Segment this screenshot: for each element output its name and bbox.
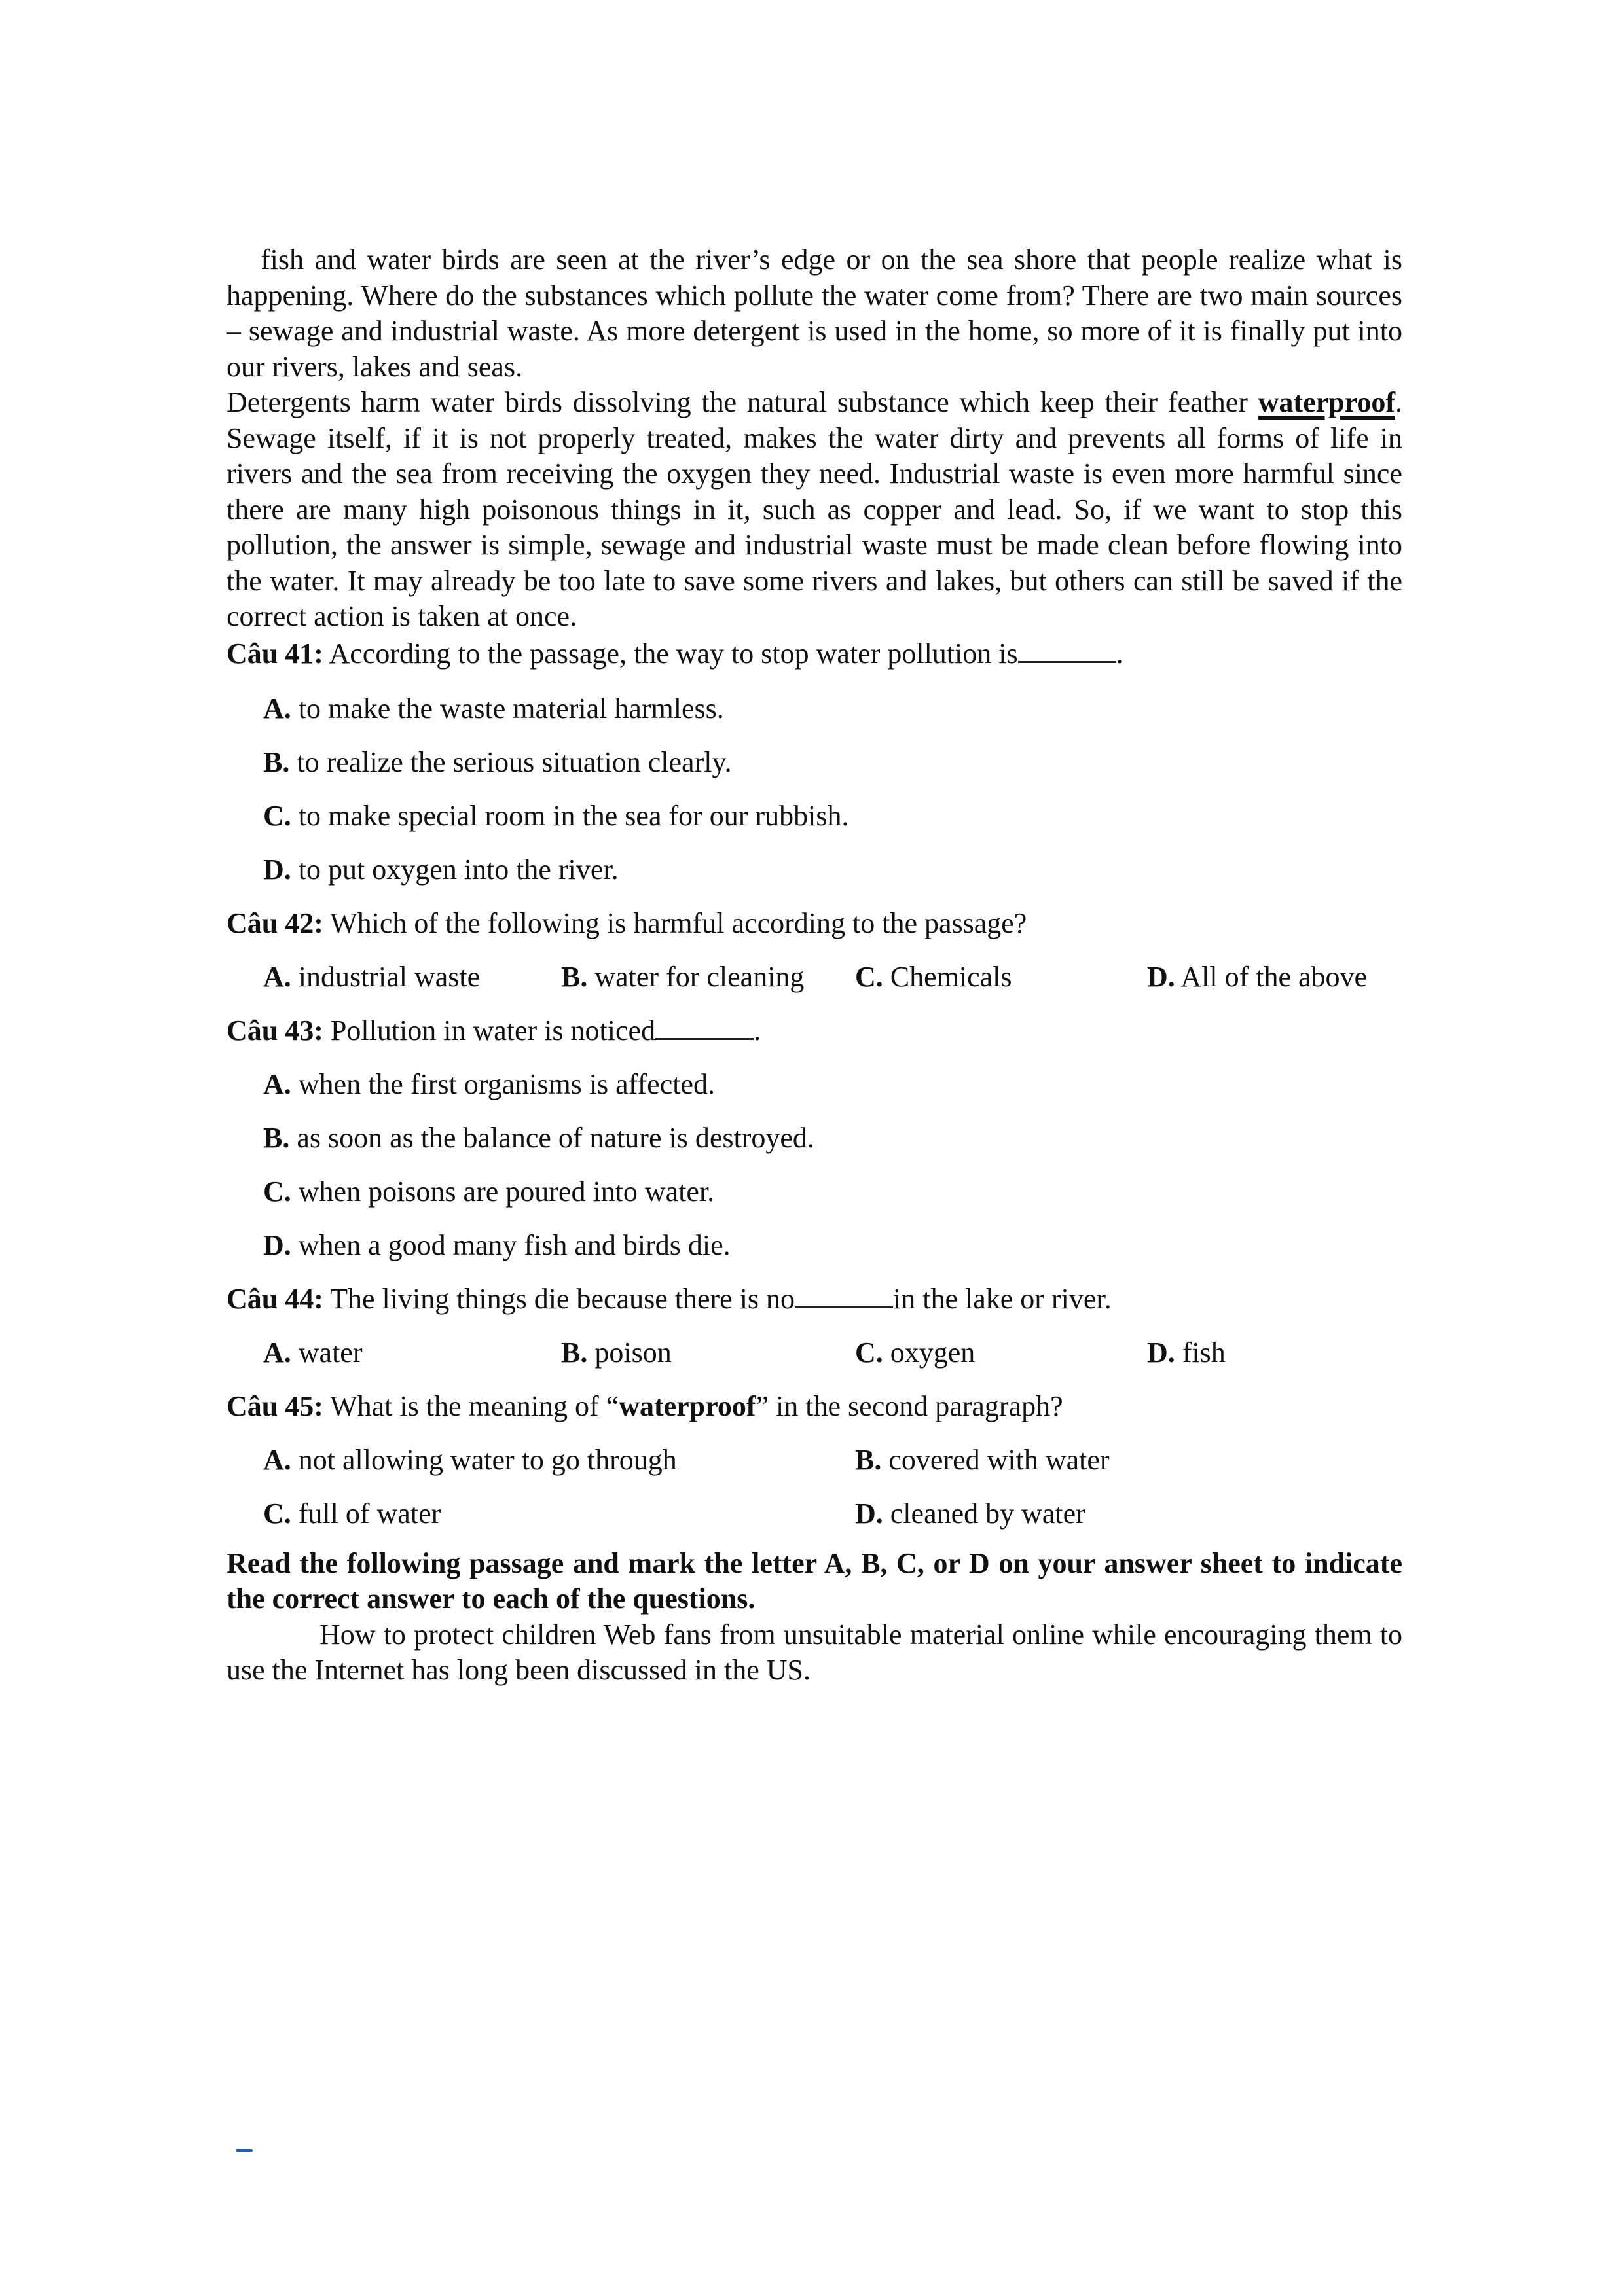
option-d[interactable] bbox=[855, 1487, 1085, 1541]
question-42 bbox=[227, 897, 1402, 950]
option-c[interactable] bbox=[263, 1487, 441, 1541]
question-text-end: in the lake or river. bbox=[893, 1282, 1112, 1315]
option-c[interactable] bbox=[227, 1165, 1402, 1219]
option-text: industrial waste bbox=[291, 960, 481, 993]
option-d[interactable] bbox=[227, 1219, 1402, 1272]
option-text: when a good many fish and birds die. bbox=[291, 1229, 731, 1261]
passage-paragraph-2 bbox=[227, 385, 1402, 635]
option-b[interactable] bbox=[561, 1326, 672, 1380]
option-letter: D. bbox=[263, 853, 291, 886]
option-a[interactable] bbox=[227, 682, 1402, 736]
option-b[interactable] bbox=[561, 950, 804, 1004]
option-text: water for cleaning bbox=[587, 960, 805, 993]
option-letter: C. bbox=[855, 960, 883, 993]
option-text: not allowing water to go through bbox=[291, 1443, 677, 1476]
option-letter: C. bbox=[263, 1175, 291, 1208]
stray-mark bbox=[236, 2149, 253, 2152]
option-letter: A. bbox=[263, 692, 291, 725]
option-text: when the first organisms is affected. bbox=[291, 1067, 715, 1100]
question-text: The living things die because there is no bbox=[323, 1282, 795, 1315]
question-text: What is the meaning of “ bbox=[323, 1390, 619, 1422]
option-letter: D. bbox=[1147, 960, 1175, 993]
question-keyword: waterproof bbox=[619, 1390, 756, 1422]
question-43 bbox=[227, 1004, 1402, 1058]
question-45 bbox=[227, 1380, 1402, 1433]
question-44 bbox=[227, 1272, 1402, 1326]
question-text-end: . bbox=[1116, 637, 1123, 670]
exam-page bbox=[227, 242, 1402, 1689]
option-letter: B. bbox=[263, 745, 290, 778]
options-row bbox=[227, 1433, 1402, 1487]
option-letter: D. bbox=[1147, 1336, 1175, 1369]
option-text: fish bbox=[1175, 1336, 1226, 1369]
option-letter: A. bbox=[263, 1336, 291, 1369]
option-letter: C. bbox=[263, 799, 291, 832]
question-number: Câu 43: bbox=[227, 1014, 323, 1047]
option-text: covered with water bbox=[881, 1443, 1110, 1476]
question-number: Câu 44: bbox=[227, 1282, 323, 1315]
option-text: full of water bbox=[291, 1497, 441, 1530]
option-d[interactable] bbox=[227, 843, 1402, 897]
option-c[interactable] bbox=[855, 950, 1012, 1004]
option-d[interactable] bbox=[1147, 950, 1367, 1004]
option-c[interactable] bbox=[855, 1326, 975, 1380]
options-row bbox=[227, 1487, 1402, 1541]
option-text: oxygen bbox=[883, 1336, 976, 1369]
option-letter: D. bbox=[855, 1497, 883, 1530]
option-a[interactable] bbox=[263, 950, 480, 1004]
option-text: water bbox=[291, 1336, 363, 1369]
option-a[interactable] bbox=[227, 1058, 1402, 1111]
options-row bbox=[227, 1326, 1402, 1380]
option-letter: C. bbox=[263, 1497, 291, 1530]
option-text: to make special room in the sea for our rubbish. bbox=[291, 799, 849, 832]
passage-paragraph-1: fish and water birds are seen at the river’s edge or on the sea shore that people realize what is happening. Where do the substances which pollute the water come from? There are two main sources – sewage and industrial waste. As more detergent is used in the home, so more of it is finally put into our rivers, lakes and seas. bbox=[227, 243, 1402, 383]
question-number: Câu 45: bbox=[227, 1390, 323, 1422]
keyword-waterproof: waterproof bbox=[1258, 386, 1395, 418]
option-text: to make the waste material harmless. bbox=[291, 692, 724, 725]
option-text: cleaned by water bbox=[883, 1497, 1085, 1530]
option-a[interactable] bbox=[263, 1433, 677, 1487]
option-text: Chemicals bbox=[883, 960, 1012, 993]
option-letter: D. bbox=[263, 1229, 291, 1261]
option-letter: A. bbox=[263, 1067, 291, 1100]
option-letter: B. bbox=[561, 1336, 588, 1369]
option-a[interactable] bbox=[263, 1326, 363, 1380]
option-letter: A. bbox=[263, 1443, 291, 1476]
section-instruction: Read the following passage and mark the letter A, B, C, or D on your answer sheet to indicate the correct answer to each of the questions. bbox=[227, 1547, 1402, 1615]
question-text-end: ” in the second paragraph? bbox=[756, 1390, 1063, 1422]
option-text: poison bbox=[587, 1336, 672, 1369]
option-c[interactable] bbox=[227, 789, 1402, 843]
option-b[interactable] bbox=[855, 1433, 1110, 1487]
option-letter: B. bbox=[263, 1121, 290, 1154]
options-row bbox=[227, 950, 1402, 1004]
option-text: to realize the serious situation clearly. bbox=[289, 745, 732, 778]
option-text: to put oxygen into the river. bbox=[291, 853, 619, 886]
option-text: when poisons are poured into water. bbox=[291, 1175, 715, 1208]
option-letter: C. bbox=[855, 1336, 883, 1369]
question-text: Pollution in water is noticed bbox=[323, 1014, 656, 1047]
answer-blank bbox=[655, 1012, 754, 1040]
passage-start: How to protect children Web fans from unsuitable material online while encouraging them to use the Internet has long been discussed in the US. bbox=[227, 1618, 1402, 1686]
answer-blank bbox=[795, 1280, 893, 1308]
option-letter: A. bbox=[263, 960, 291, 993]
option-letter: B. bbox=[561, 960, 588, 993]
option-text: All of the above bbox=[1175, 960, 1368, 993]
question-text-end: . bbox=[754, 1014, 761, 1047]
option-b[interactable] bbox=[227, 1111, 1402, 1165]
answer-blank bbox=[1018, 635, 1116, 663]
paragraph-2-text-before: Detergents harm water birds dissolving the natural substance which keep their feather bbox=[227, 386, 1258, 418]
question-text: Which of the following is harmful according to the passage? bbox=[323, 906, 1027, 939]
option-d[interactable] bbox=[1147, 1326, 1226, 1380]
question-41 bbox=[227, 635, 1402, 670]
paragraph-2-text-after: . Sewage itself, if it is not properly treated, makes the water dirty and prevents all forms of life in rivers and the sea from receiving the oxygen they need. Industrial waste is even more harmful since there are many high poisonous things in it, such as copper and lead. So, if we want to stop this pollution, the answer is simple, sewage and industrial waste must be made clean before flowing into the water. It may already be too late to save some rivers and lakes, but others can still be saved if the correct action is taken at once. bbox=[227, 386, 1402, 632]
question-number: Câu 42: bbox=[227, 906, 323, 939]
option-letter: B. bbox=[855, 1443, 882, 1476]
option-text: as soon as the balance of nature is destroyed. bbox=[289, 1121, 814, 1154]
option-b[interactable] bbox=[227, 736, 1402, 789]
question-number: Câu 41: bbox=[227, 637, 323, 670]
question-text: According to the passage, the way to stop water pollution is bbox=[323, 637, 1018, 670]
